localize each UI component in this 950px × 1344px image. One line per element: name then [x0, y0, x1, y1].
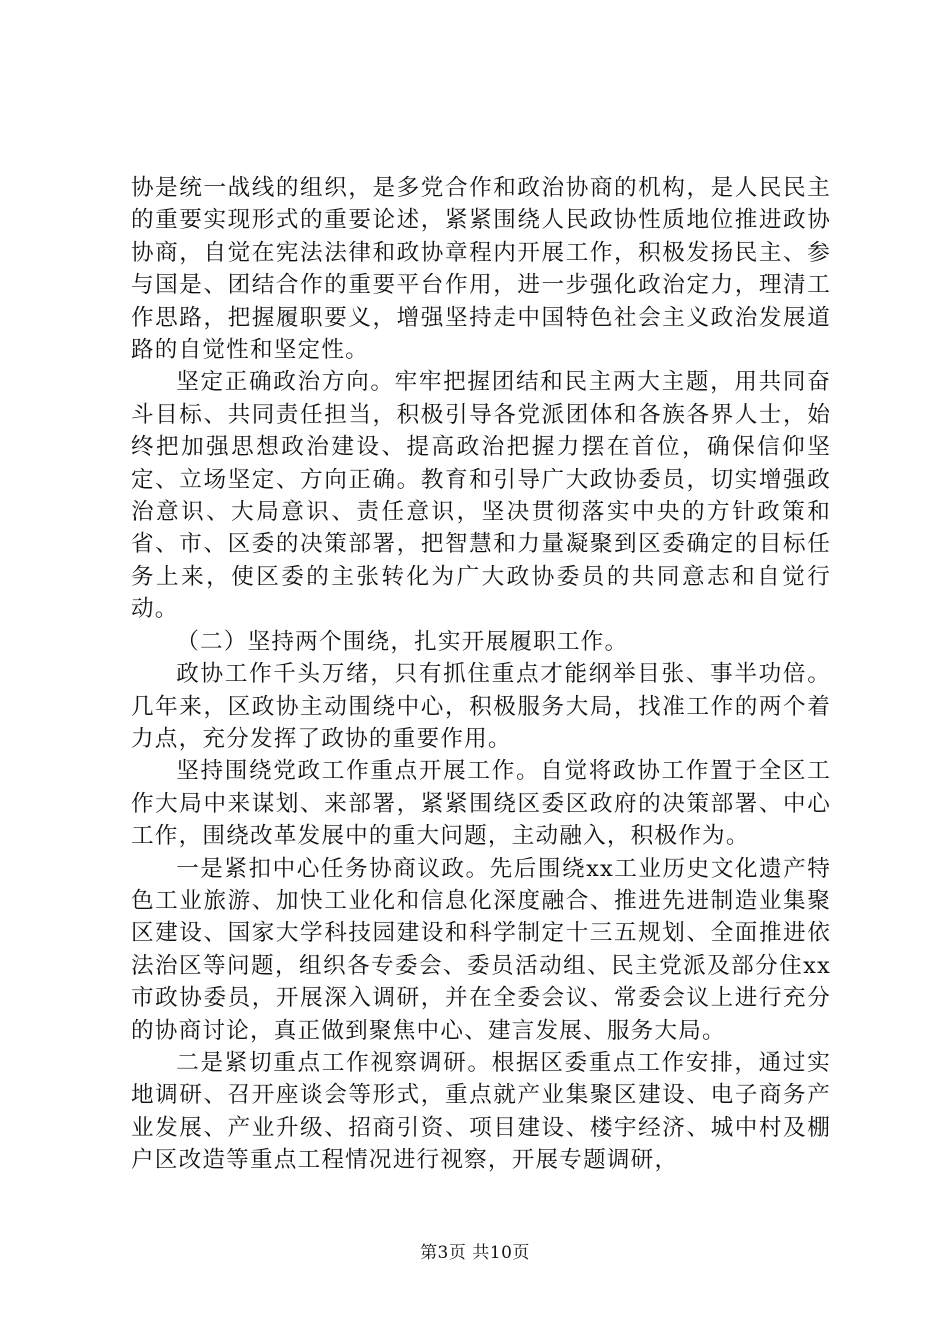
paragraph-1: 协是统一战线的组织，是多党合作和政治协商的机构，是人民民主的重要实现形式的重要论述，紧紧围绕人民政协性质地位推进政协协商，自觉在宪法法律和政协章程内开展工作，积极发扬民主、参与国是、团结合作的重要平台作用，进一步强化政治定力，理清工作思路，把握履职要义，增强坚持走中国特色社会主义政治发展道路的自觉性和坚定性。 [131, 175, 831, 364]
paragraph-3: 政协工作千头万绪，只有抓住重点才能纲举目张、事半功倍。几年来，区政协主动围绕中心，积极服务大局，找准工作的两个着力点，充分发挥了政协的重要作用。 [131, 661, 831, 752]
paragraph-6: 二是紧切重点工作视察调研。根据区委重点工作安排，通过实地调研、召开座谈会等形式，重点就产业集聚区建设、电子商务产业发展、产业升级、招商引资、项目建设、楼宇经济、城中村及棚户区改造等重点工程情况进行视察，开展专题调研， [131, 1049, 831, 1174]
page-number-footer: 第3页 共10页 [420, 1243, 530, 1263]
paragraph-2: 坚定正确政治方向。牢牢把握团结和民主两大主题，用共同奋斗目标、共同责任担当，积极引导各党派团体和各族各界人士，始终把加强思想政治建设、提高政治把握力摆在首位，确保信仰坚定、立场坚定、方向正确。教育和引导广大政协委员，切实增强政治意识、大局意识、责任意识，坚决贯彻落实中央的方针政策和省、市、区委的决策部署，把智慧和力量凝聚到区委确定的目标任务上来，使区委的主张转化为广大政协委员的共同意志和自觉行动。 [131, 369, 831, 623]
paragraph-5: 一是紧扣中心任务协商议政。先后围绕xx工业历史文化遗产特色工业旅游、加快工业化和信息化深度融合、推进先进制造业集聚区建设、国家大学科技园建设和科学制定十三五规划、全面推进依法治区等问题，组织各专委会、委员活动组、民主党派及部分住xx市政协委员，开展深入调研，并在全委会议、常委会议上进行充分的协商讨论，真正做到聚焦中心、建言发展、服务大局。 [131, 855, 831, 1044]
document-body [131, 172, 831, 1177]
section-heading: （二）坚持两个围绕，扎实开展履职工作。 [176, 628, 629, 655]
paragraph-4: 坚持围绕党政工作重点开展工作。自觉将政协工作置于全区工作大局中来谋划、来部署，紧紧围绕区委区政府的决策部署、中心工作，围绕改革发展中的重大问题，主动融入，积极作为。 [131, 758, 831, 850]
